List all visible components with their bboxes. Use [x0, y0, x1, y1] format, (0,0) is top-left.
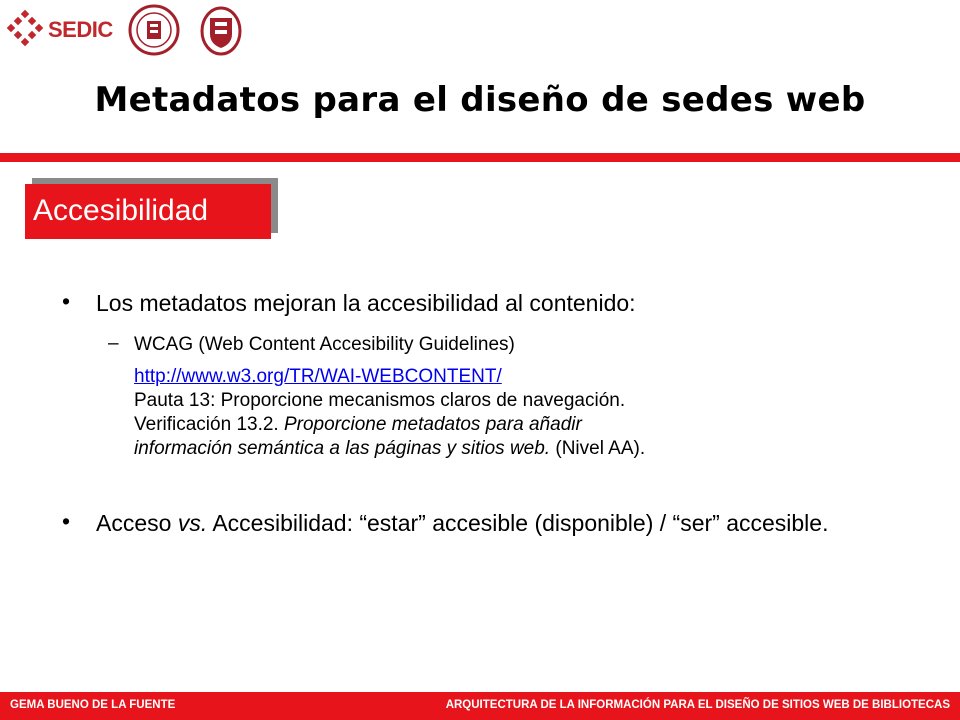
bullet2-vs: vs.	[177, 510, 208, 536]
footer-course: ARQUITECTURA DE LA INFORMACIÓN PARA EL DISEÑO DE SITIOS WEB DE BIBLIOTECAS	[445, 699, 950, 711]
sub-line-verificacion	[134, 413, 894, 437]
header-logos	[0, 0, 260, 60]
footer-author: GEMA BUENO DE LA FUENTE	[10, 699, 176, 711]
sub-line-informacion	[134, 437, 894, 461]
sub-bullet	[134, 333, 894, 461]
sub-line-wcag: WCAG (Web Content Accesibility Guidelines)	[134, 334, 515, 355]
verificacion-text: Proporcione metadatos para añadir	[283, 414, 582, 435]
university-seal-icon	[128, 4, 180, 56]
bullet2-part-c: Accesibilidad: “estar” accesible (disponible) / “ser” accesible.	[207, 510, 829, 536]
sub-line-pauta: Pauta 13: Proporcione mecanismos claros de navegación.	[134, 390, 626, 411]
bullet-marker: •	[62, 288, 71, 314]
coat-of-arms-icon	[195, 4, 247, 56]
section-badge-label: Accesibilidad	[33, 194, 209, 227]
nivel-label: (Nivel AA).	[550, 438, 646, 459]
bullet-text-1: Los metadatos mejoran la accesibilidad al contenido:	[96, 290, 636, 316]
sedic-diamond-icon	[6, 9, 46, 47]
wcag-link[interactable]: http://www.w3.org/TR/WAI-WEBCONTENT/	[134, 366, 502, 387]
informacion-text: información semántica a las páginas y sitios web.	[134, 438, 551, 459]
slide-title: Metadatos para el diseño de sedes web	[94, 80, 866, 120]
sedic-logo-text: SEDIC	[48, 17, 113, 42]
bullet-marker: •	[62, 508, 71, 534]
title-divider	[0, 153, 960, 162]
sedic-logo	[6, 9, 121, 47]
sub-bullet-marker: –	[108, 333, 119, 354]
verificacion-label: Verificación 13.2.	[134, 414, 284, 435]
bullet2-part-a: Acceso	[96, 510, 178, 536]
bullet-text-2	[96, 508, 876, 539]
footer-bar	[0, 692, 960, 720]
